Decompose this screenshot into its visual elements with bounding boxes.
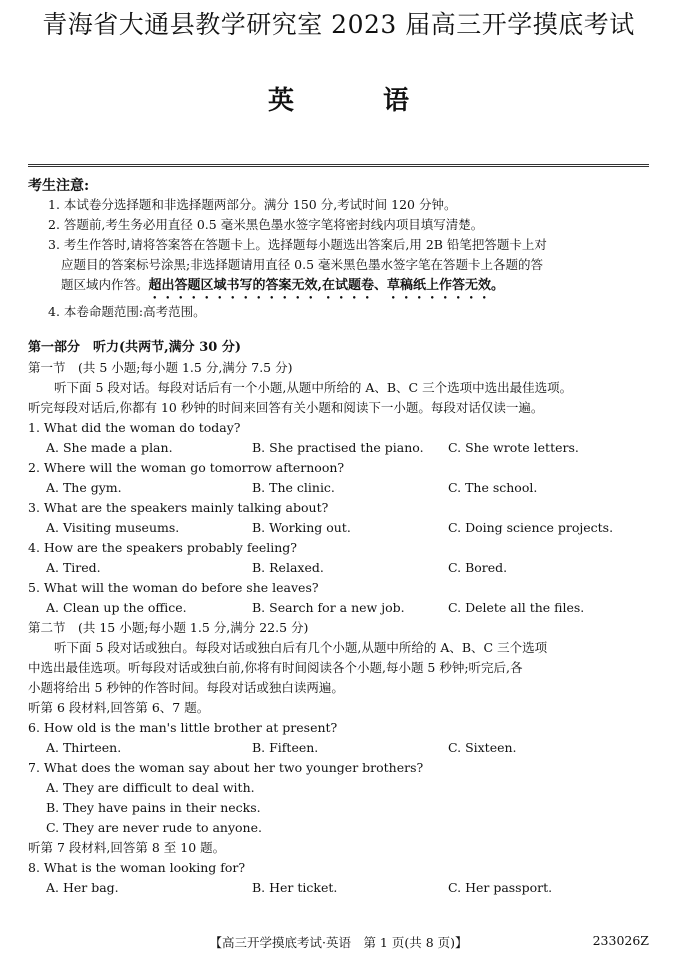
question-stem: 3. What are the speakers mainly talking about? (28, 500, 329, 515)
question-stem: 7. What does the woman say about her two younger brothers? (28, 760, 424, 775)
option-a: A. Tired. (46, 560, 101, 575)
question-options (28, 478, 649, 498)
question-8 (28, 858, 649, 898)
section1-instruction-line2: 听完每段对话后,你都有 10 秒钟的时间来回答有关小题和阅读下一小题。每段对话仅读一遍。 (28, 400, 544, 415)
option-c: C. They are never rude to anyone. (46, 820, 262, 835)
option-c: C. Her passport. (448, 880, 553, 895)
notice-item-1: 1. 本试卷分选择题和非选择题两部分。满分 150 分,考试时间 120 分钟。 (48, 197, 457, 212)
notice-block (28, 177, 649, 322)
notice-item-3-line2: 应题目的答案标号涂黑;非选择题请用直径 0.5 毫米黑色墨水签字笔在答题卡上各题的答 (61, 257, 544, 272)
exam-title: 青海省大通县教学研究室 2023 届高三开学摸底考试 (42, 10, 635, 39)
question-1 (28, 418, 649, 458)
option-b: B. Relaxed. (252, 560, 324, 575)
footer-page-info: 【高三开学摸底考试·英语 第 1 页(共 8 页)】 (209, 935, 468, 950)
question-options (28, 438, 649, 458)
question-5 (28, 578, 649, 618)
question-6 (28, 718, 649, 758)
section2-instruction-line1: 听下面 5 段对话或独白。每段对话或独白后有几个小题,从题中所给的 A、B、C 三个选项 (54, 640, 548, 655)
material-7-label: 听第 7 段材料,回答第 8 至 10 题。 (28, 840, 226, 855)
option-c: C. Bored. (448, 560, 508, 575)
question-4 (28, 538, 649, 578)
notice-item-3-line3 (48, 275, 649, 302)
option-c: C. She wrote letters. (448, 440, 579, 455)
question-3 (28, 498, 649, 538)
question-stem: 5. What will the woman do before she leaves? (28, 580, 319, 595)
section2-instruction-line2: 中选出最佳选项。听每段对话或独白前,你将有时间阅读各个小题,每小题 5 秒钟;听完后,各 (28, 660, 523, 675)
option-b: B. Search for a new job. (252, 600, 405, 615)
subject-title: 英 语 (267, 86, 450, 116)
option-b: B. Her ticket. (252, 880, 338, 895)
section2-heading: 第二节 (共 15 小题;每小题 1.5 分,满分 22.5 分) (28, 620, 309, 635)
option-a: A. She made a plan. (46, 440, 173, 455)
notice-title: 考生注意: (28, 178, 90, 194)
part1-heading: 第一部分 听力(共两节,满分 30 分) (28, 340, 241, 355)
notice-item-3-line1: 3. 考生作答时,请将答案答在答题卡上。选择题每小题选出答案后,用 2B 铅笔把答题卡上对 (48, 237, 547, 252)
section2-instruction-line3: 小题将给出 5 秒钟的作答时间。每段对话或独白读两遍。 (28, 680, 344, 695)
option-a: A. Clean up the office. (46, 600, 187, 615)
notice-item-2: 2. 答题前,考生务必用直径 0.5 毫米黑色墨水签字笔将密封线内项目填写清楚。 (48, 217, 484, 232)
question-stem: 1. What did the woman do today? (28, 420, 241, 435)
question-stem: 6. How old is the man's little brother at present? (28, 720, 338, 735)
section1-heading: 第一节 (共 5 小题;每小题 1.5 分,满分 7.5 分) (28, 360, 293, 375)
option-b: B. The clinic. (252, 480, 335, 495)
option-a: A. Her bag. (46, 880, 119, 895)
section1-instruction-line1: 听下面 5 段对话。每段对话后有一个小题,从题中所给的 A、B、C 三个选项中选出最佳选项。 (54, 380, 573, 395)
question-2 (28, 458, 649, 498)
notice-item-4: 4. 本卷命题范围:高考范围。 (48, 304, 206, 319)
notice-item-3-line3a: 题区域内作答。 (61, 277, 149, 292)
option-c: C. Delete all the files. (448, 600, 585, 615)
material-6-label: 听第 6 段材料,回答第 6、7 题。 (28, 700, 210, 715)
option-a: A. The gym. (46, 480, 122, 495)
question-options (28, 878, 649, 898)
option-b: B. Working out. (252, 520, 351, 535)
option-c: C. Doing science projects. (448, 520, 614, 535)
option-a: A. They are difficult to deal with. (46, 780, 255, 795)
question-options (28, 738, 649, 758)
option-b: B. She practised the piano. (252, 440, 424, 455)
option-b: B. Fifteen. (252, 740, 319, 755)
option-a: A. Thirteen. (46, 740, 122, 755)
question-options (28, 598, 649, 618)
header-divider (28, 164, 649, 167)
option-b: B. They have pains in their necks. (46, 800, 261, 815)
question-stem: 2. Where will the woman go tomorrow afternoon? (28, 460, 345, 475)
option-c: C. The school. (448, 480, 538, 495)
notice-item-3 (28, 235, 649, 302)
question-options (28, 558, 649, 578)
question-options (28, 518, 649, 538)
notice-emphasis: 超出答题区域书写的答案无效,在试题卷、草稿纸上作答无效。 (148, 278, 505, 293)
page-footer (0, 933, 677, 955)
question-stem: 4. How are the speakers probably feeling? (28, 540, 298, 555)
option-c: C. Sixteen. (448, 740, 517, 755)
option-a: A. Visiting museums. (46, 520, 180, 535)
footer-exam-code: 233026Z (592, 933, 649, 948)
question-stem: 8. What is the woman looking for? (28, 860, 246, 875)
question-7 (28, 758, 649, 838)
